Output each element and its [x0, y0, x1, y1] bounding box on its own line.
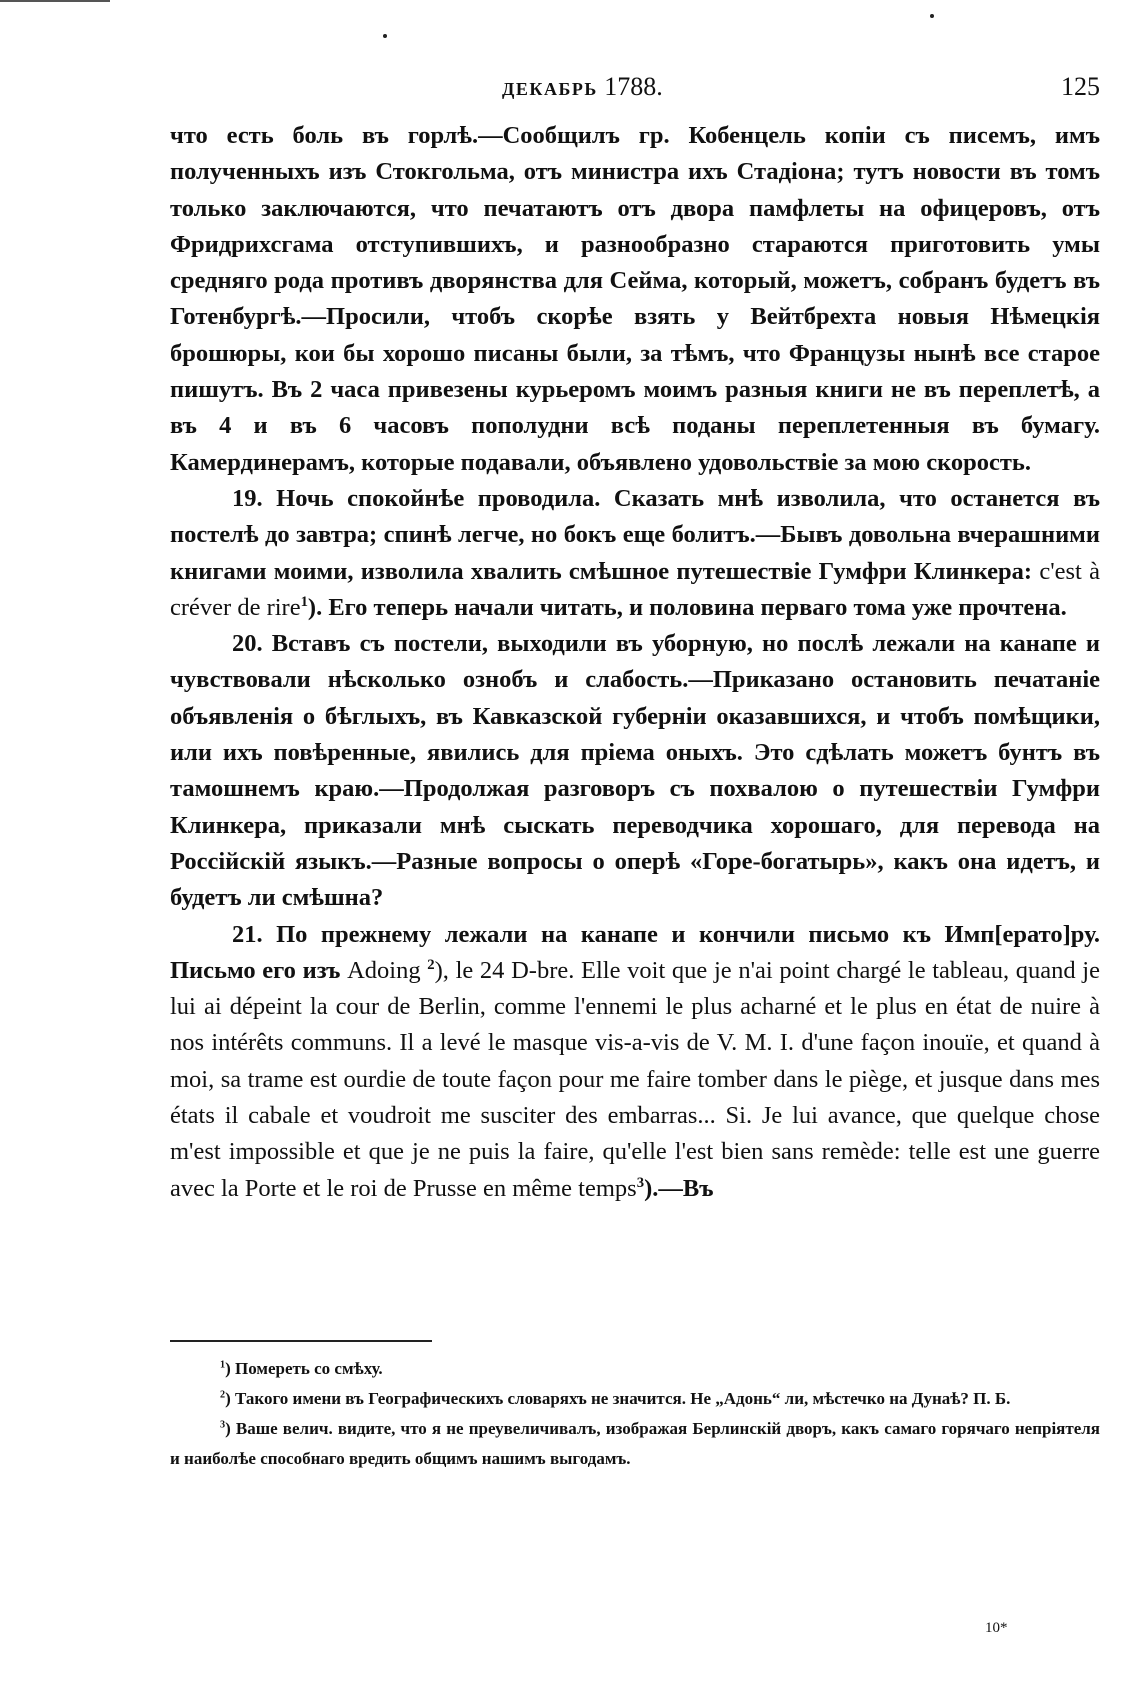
footnotes — [170, 1354, 1100, 1474]
footnote-3: $^3$) Ваше велич. видите, что я не преувеличивалъ, изображая Берлинскій дворъ, какъ самаго горячаго непріятеля и наиболѣе способнаго вредить общимъ нашимъ выгодамъ. — [170, 1419, 1100, 1468]
main-text — [170, 118, 1100, 1207]
page-header — [170, 72, 1100, 112]
scan-speck — [930, 14, 934, 18]
paragraph-entry-20: 20. Вставъ съ постели, выходили въ уборную, но послѣ лежали на канапе и чувствовали нѣсколько ознобъ и слабость.—Приказано остановить печатаніе объявленія о бѣглыхъ, въ Кавказской губерніи оказавшихся, и чтобъ помѣщики, или ихъ повѣренные, явились для пріема оныхъ. Это сдѣлать можетъ бунтъ въ тамошнемъ краю.—Продолжая разговоръ съ похвалою о путешествіи Гумфри Клинкера, приказали мнѣ сыскать переводчика хорошаго, для перевода на Россійскій языкъ.—Разные вопросы о оперѣ «Горе-богатырь», какъ она идетъ, и будетъ ли смѣшна? — [170, 630, 1100, 912]
footnote-ref: 2 — [427, 956, 435, 973]
month-label: ДЕКАБРЬ — [502, 79, 598, 99]
footnote-1: $^1$) Помереть со смѣху. — [220, 1359, 383, 1378]
page-number: 125 — [1061, 72, 1100, 101]
scan-speck — [383, 34, 387, 38]
footnote-divider — [170, 1340, 432, 1342]
year: 1788. — [604, 72, 663, 101]
paragraph-entry-19: 19. Ночь спокойнѣе проводила. Сказать мнѣ изволила, что останется въ постелѣ до завтра; спинѣ легче, но бокъ еще болитъ.—Бывъ довольна вчерашними книгами моими, изволила хвалить смѣшное путешествіе Гумфри Клинкера: c'est à créver de rire$^1$). Его теперь начали читать, и половина перваго тома уже прочтена. — [170, 484, 1101, 621]
running-head — [502, 72, 663, 102]
scan-edge-mark — [0, 0, 110, 2]
footnote-ref: 1 — [300, 593, 308, 610]
paragraph-entry-21: 21. По прежнему лежали на канапе и кончили письмо къ Имп[ерато]ру. Письмо его изъ Adoing $^2$), le 24 D-bre. Elle voit que je n'ai point chargé le tableau, quand je lui ai dépeint la cour de Berlin, comme l'ennemi le plus acharné et le plus en état de nuire à nos intérêts communs. Il a levé le masque vis-a-vis de V. M. I. d'une façon inouïe, et quand à moi, sa trame est ourdie de toute façon pour me faire tomber dans le piège, et jusque dans mes états il cabale et voudroit me susciter des embarras... Si. Je lui avance, que quelque chose m'est impossible et que je ne puis la faire, qu'elle l'est bien sans remède: telle est une guerre avec la Porte et le roi de Prusse en même temps$^3$).—Въ — [170, 920, 1100, 1202]
footnote-2: $^2$) Такого имени въ Географическихъ словаряхъ не значится. Не „Адонь“ ли, мѣстечко на Дунаѣ? П. Б. — [220, 1389, 1011, 1408]
signature-mark: 10* — [985, 1620, 1008, 1636]
paragraph-continued: что есть боль въ горлѣ.—Сообщилъ гр. Кобенцель копіи съ писемъ, имъ полученныхъ изъ Стокгольма, отъ министра ихъ Стадіона; тутъ новости въ томъ только заключаются, что печатаютъ отъ двора памфлеты на офицеровъ, отъ Фридрихсгама отступившихъ, и разнообразно стараются приготовить умы средняго рода противъ дворянства для Сейма, который, можетъ, собранъ будетъ въ Готенбургѣ.—Просили, чтобъ скорѣе взять у Вейтбрехта новыя Нѣмецкія брошюры, кои бы хорошо писаны были, за тѣмъ, что Французы нынѣ все старое пишутъ. Въ 2 часа привезены курьеромъ моимъ разныя книги не въ переплетѣ, а въ 4 и въ 6 часовъ пополудни всѣ поданы переплетенныя въ бумагу. Камердинерамъ, которые подавали, объявлено удовольствіе за мою скорость. — [170, 122, 1100, 476]
place-name: Adoing — [347, 956, 421, 984]
french-quote: c'est à créver de rire — [170, 557, 1101, 621]
footnote-ref: 3 — [636, 1174, 645, 1191]
french-letter: Elle voit que je n'ai point chargé le tableau, quand je lui ai dépeint la cour de Berlin, comme l'ennemi le plus acharné et le plus en état de nuire à nos intérêts communs. Il a levé le masque vis-a-vis de V. M. I. d'une façon inouïe, et quand à moi, sa trame est ourdie de toute façon pour me faire tomber dans le piège, et jusque dans mes états il cabale et voudroit me susciter des embarras... Si. Je lui avance, que quelque chose m'est impossible et que je ne puis la faire, qu'elle l'est bien sans remède: telle est une guerre avec la Porte et le roi de Prusse en même temps — [170, 956, 1100, 1202]
